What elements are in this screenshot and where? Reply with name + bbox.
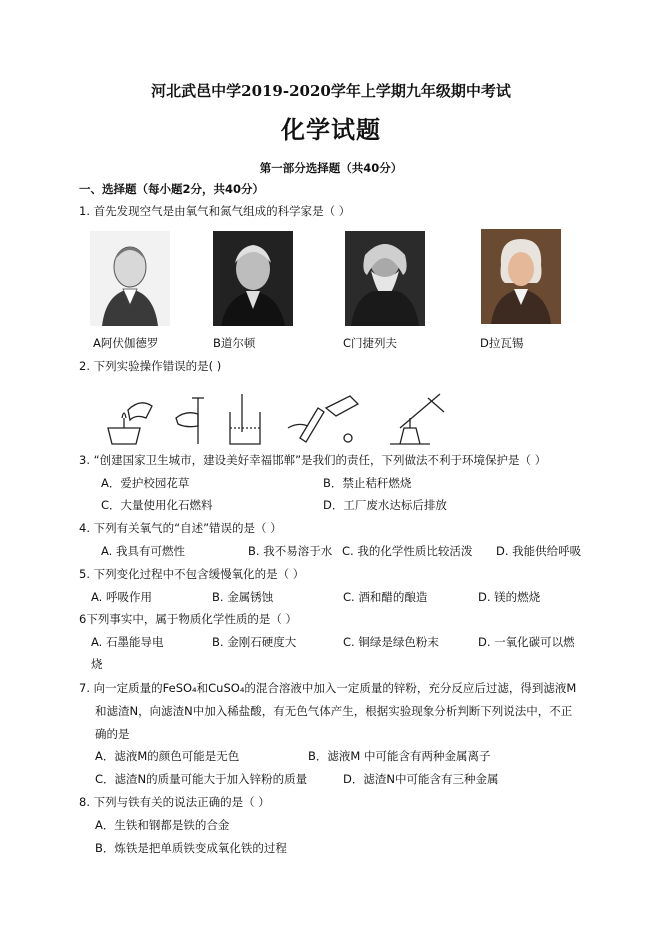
q6-option-d-wrap: 烧 <box>91 657 103 671</box>
question-6-stem: 6下列事实中，属于物质化学性质的是（ ） <box>79 612 297 626</box>
portrait-mendeleev <box>345 231 425 326</box>
q6-option-a: A. 石墨能导电 <box>91 635 164 649</box>
q3-option-d: D．工厂废水达标后排放 <box>323 498 447 512</box>
exam-subject-title: 化学试题 <box>281 115 381 144</box>
question-4-stem: 4. 下列有关氧气的“自述”错误的是（ ） <box>79 521 282 535</box>
q1-option-a: A阿伏伽德罗 <box>93 336 159 350</box>
q7-option-b: B．滤液M 中可能含有两种金属离子 <box>308 749 491 763</box>
part-title: 一、选择题（每小题2分，共40分） <box>79 182 265 196</box>
q6-option-c: C. 铜绿是绿色粉末 <box>343 635 439 649</box>
portrait-dalton <box>213 231 293 326</box>
q8-option-a: A．生铁和钢都是铁的合金 <box>95 818 230 832</box>
q2-apparatus-figures <box>100 388 460 448</box>
question-7-line-1: 7. 向一定质量的FeSO₄和CuSO₄的混合溶液中加入一定质量的锌粉，充分反应后过滤，得到滤液M <box>79 681 577 695</box>
q1-option-c: C门捷列夫 <box>343 336 398 350</box>
q1-option-b: B道尔顿 <box>213 336 256 350</box>
section-title: 第一部分选择题（共40分） <box>259 161 403 175</box>
q5-option-b: B. 金属锈蚀 <box>212 590 274 604</box>
q5-option-a: A. 呼吸作用 <box>91 590 152 604</box>
question-7-line-3: 确的是 <box>95 727 130 741</box>
question-5-stem: 5. 下列变化过程中不包含缓慢氧化的是（ ） <box>79 567 305 581</box>
q7-option-d: D．滤渣N中可能含有三种金属 <box>343 772 499 786</box>
q5-option-c: C. 酒和醋的酿造 <box>343 590 428 604</box>
question-2-stem: 2. 下列实验操作错误的是( ) <box>79 359 222 373</box>
q8-option-b: B．炼铁是把单质铁变成氧化铁的过程 <box>95 841 287 855</box>
q4-option-d: D. 我能供给呼吸 <box>496 544 582 558</box>
q3-option-c: C．大量使用化石燃料 <box>101 498 213 512</box>
q3-option-a: A．爱护校园花草 <box>101 476 190 490</box>
q4-option-b: B. 我不易溶于水 <box>248 544 333 558</box>
question-1-stem: 1. 首先发现空气是由氧气和氮气组成的科学家是（ ） <box>79 204 351 218</box>
question-8-stem: 8. 下列与铁有关的说法正确的是（ ） <box>79 795 270 809</box>
q4-option-a: A. 我具有可燃性 <box>101 544 185 558</box>
question-7-line-2: 和滤渣N，向滤渣N中加入稀盐酸，有无色气体产生，根据实验现象分析判断下列说法中，不正 <box>95 704 573 718</box>
portrait-lavoisier <box>481 229 561 324</box>
q4-option-c: C. 我的化学性质比较活泼 <box>342 544 473 558</box>
q6-option-d: D. 一氧化碳可以燃 <box>478 635 575 649</box>
q3-option-b: B．禁止秸秆燃烧 <box>323 476 412 490</box>
q5-option-d: D. 镁的燃烧 <box>478 590 541 604</box>
q6-option-b: B. 金刚石硬度大 <box>212 635 297 649</box>
q7-option-c: C．滤渣N的质量可能大于加入锌粉的质量 <box>95 772 308 786</box>
q1-option-d: D拉瓦锡 <box>480 336 524 350</box>
question-3-stem: 3. “创建国家卫生城市，建设美好幸福邯郸”是我们的责任，下列做法不利于环境保护是（ ） <box>79 453 547 467</box>
exam-school-title: 河北武邑中学2019-2020学年上学期九年级期中考试 <box>151 82 511 100</box>
portrait-avogadro <box>90 231 170 326</box>
q7-option-a: A．滤液M的颜色可能是无色 <box>95 749 240 763</box>
